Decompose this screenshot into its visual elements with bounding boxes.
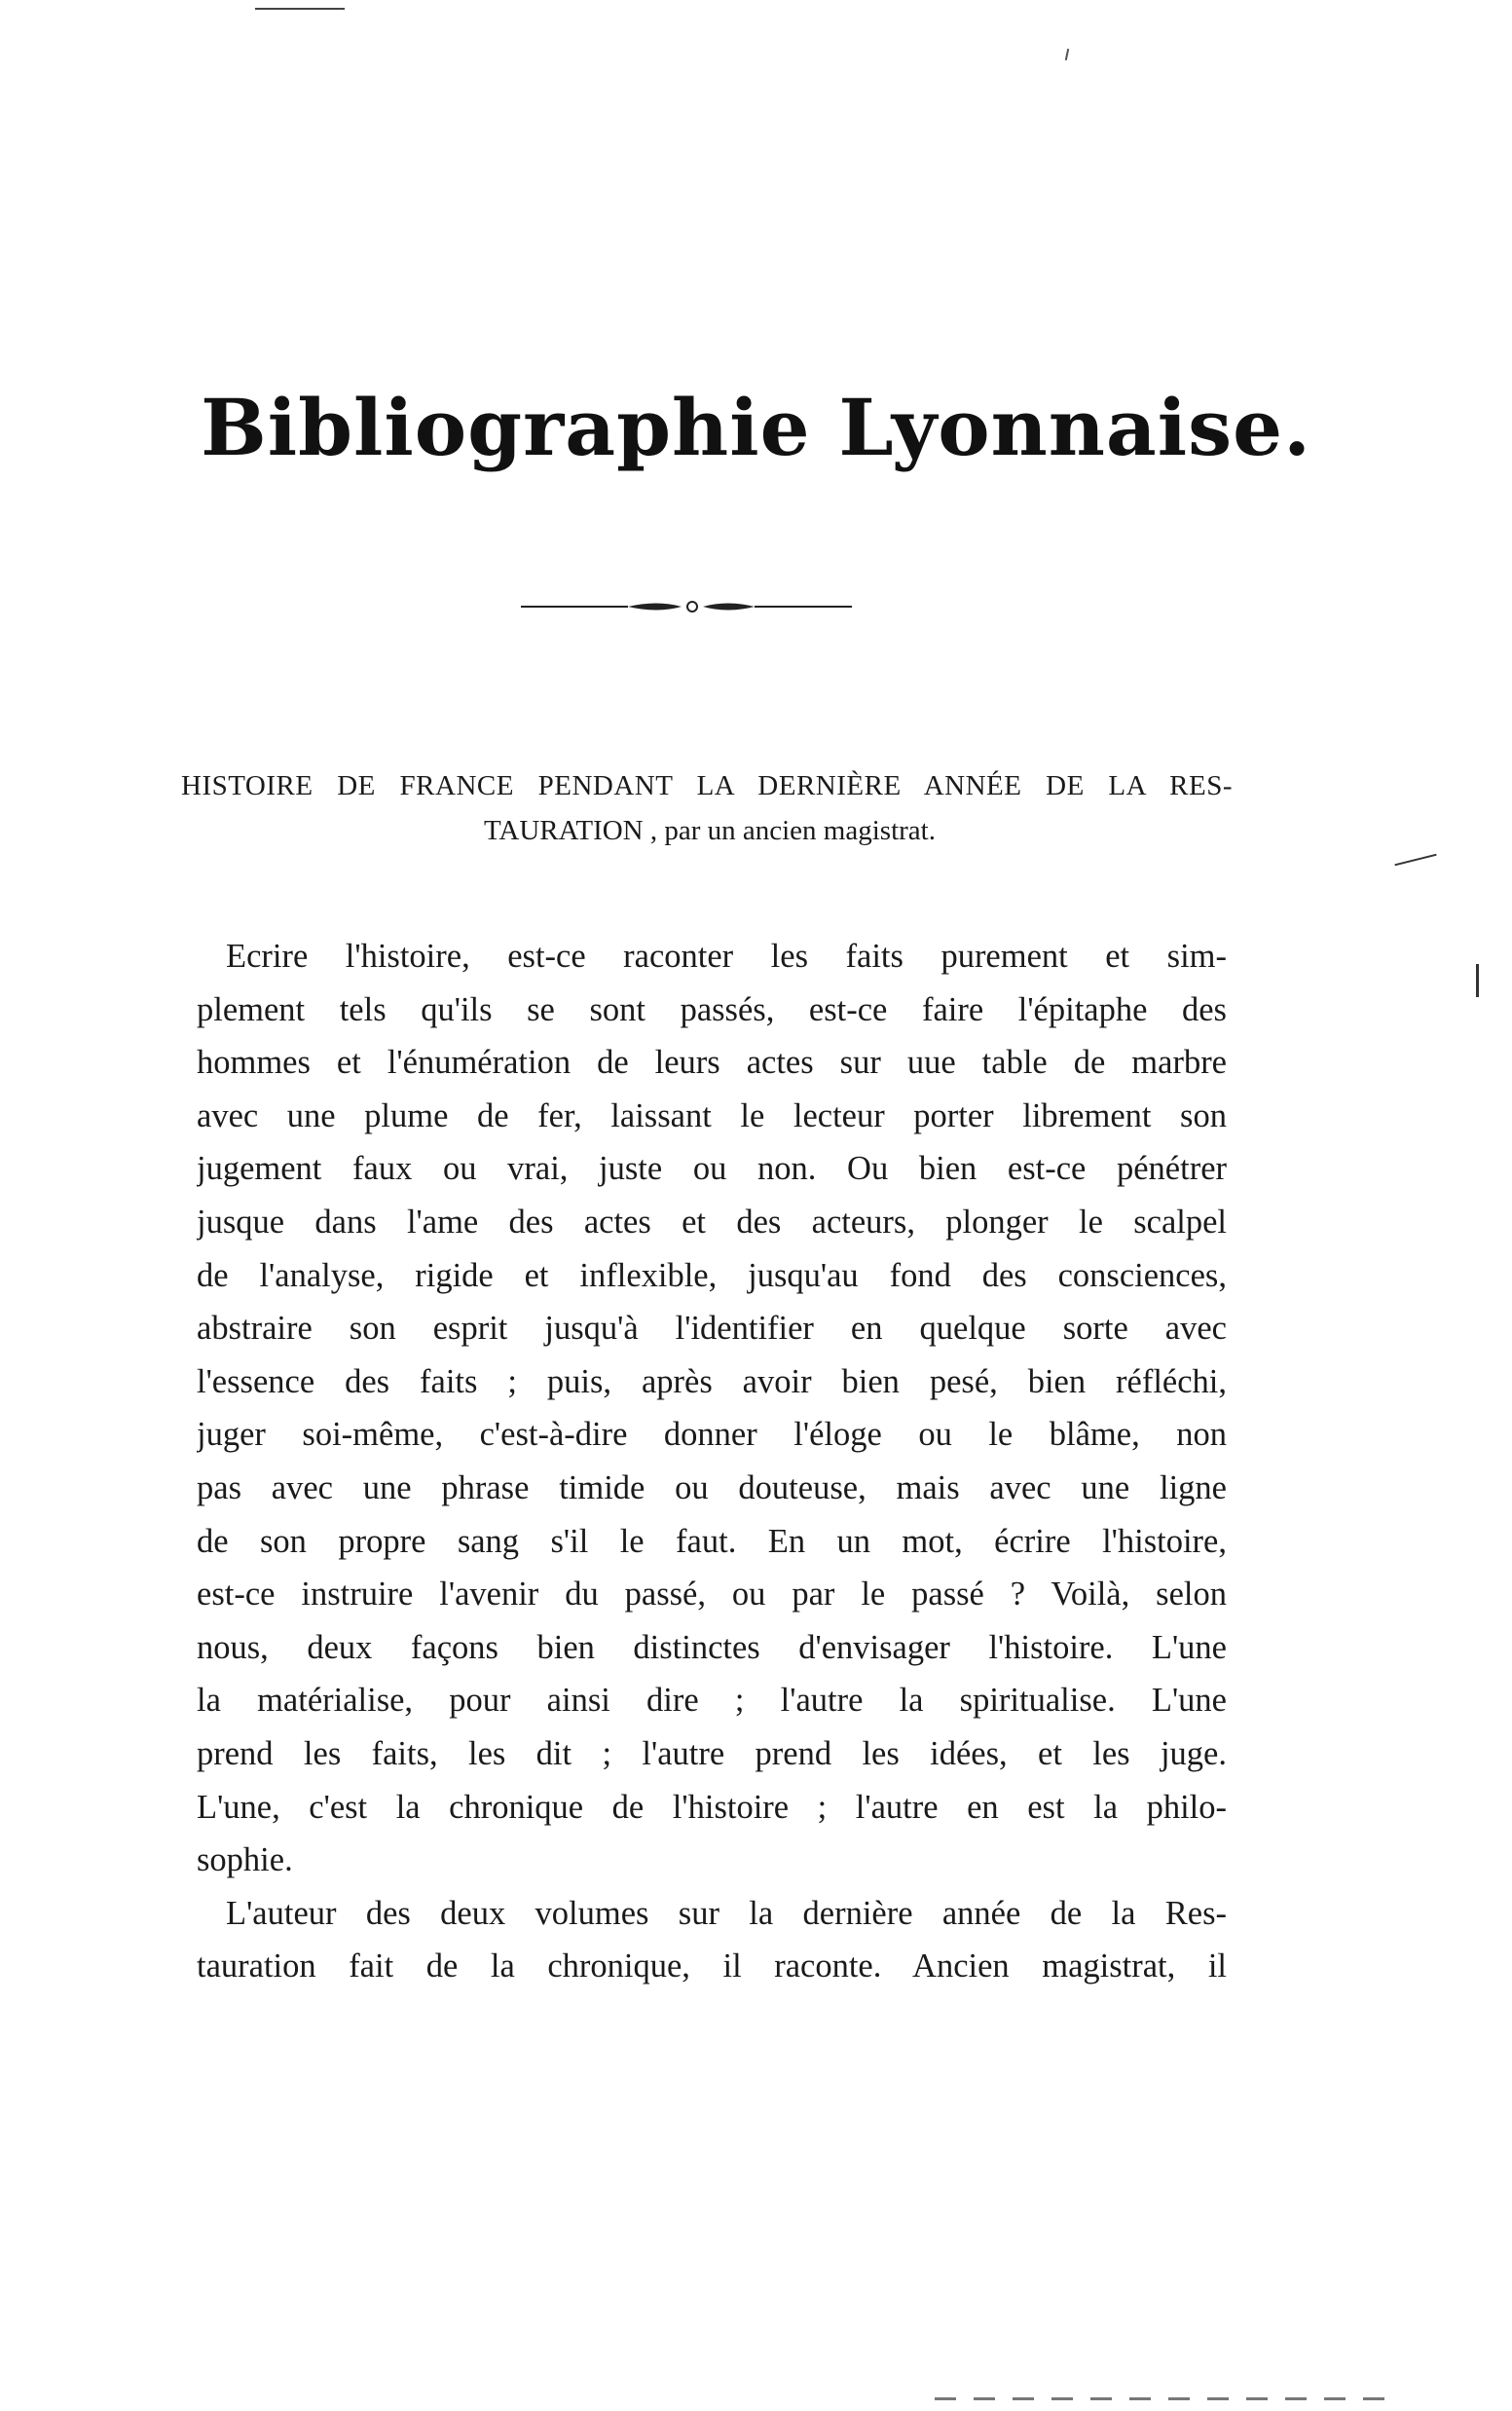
paragraph-2 [197,1887,1227,1993]
text-line: nous, deux façons bien distinctes d'envisager l'histoire. L'une [197,1628,1227,1666]
article-heading [181,763,1233,853]
text-line: tauration fait de la chronique, il raconte. Ancien magistrat, il [197,1947,1227,1985]
text-line: jugement faux ou vrai, juste ou non. Ou bien est-ce pénétrer [197,1150,1227,1188]
paragraph-1 [197,930,1227,1887]
text-line: L'une, c'est la chronique de l'histoire ; l'autre en est la philo- [197,1788,1227,1826]
text-line: Ecrire l'histoire, est-ce raconter les faits purement et sim- [226,938,1227,975]
text-line: jusque dans l'ame des actes et des acteurs, plonger le scalpel [197,1203,1227,1241]
text-line: abstraire son esprit jusqu'à l'identifier en quelque sorte avec [197,1310,1227,1348]
heading-line-2: TAURATION , par un ancien magistrat. [484,815,936,846]
margin-bar [1476,964,1479,997]
text-line: pas avec une phrase timide ou douteuse, mais avec une ligne [197,1468,1227,1506]
text-line: la matérialise, pour ainsi dire ; l'autre la spiritualise. L'une [197,1682,1227,1720]
stray-tick-mark [1065,49,1069,60]
text-line: L'auteur des deux volumes sur la dernière année de la Res- [226,1894,1227,1932]
ornament-divider-icon [521,596,852,617]
text-line: de son propre sang s'il le faut. En un mot, écrire l'histoire, [197,1522,1227,1560]
text-line: l'essence des faits ; puis, après avoir bien pesé, bien réfléchi, [197,1362,1227,1400]
text-line: de l'analyse, rigide et inflexible, jusqu'au fond des consciences, [197,1256,1227,1294]
text-line: hommes et l'énumération de leurs actes sur uue table de marbre [197,1044,1227,1082]
text-line: prend les faits, les dit ; l'autre prend les idées, et les juge. [197,1734,1227,1772]
page-title: Bibliographie Lyonnaise. [201,382,1311,473]
article-body [197,930,1227,1993]
heading-line-1: HISTOIRE DE FRANCE PENDANT LA DERNIÈRE ANNÉE DE LA RES- [181,770,1233,801]
text-line: sophie. [197,1841,293,1879]
margin-pen-stroke [1394,854,1436,867]
bottom-specks [935,2397,1402,2400]
text-line: avec une plume de fer, laissant le lecteur porter librement son [197,1096,1227,1134]
top-rule [255,8,345,10]
text-line: plement tels qu'ils se sont passés, est-ce faire l'épitaphe des [197,990,1227,1028]
text-line: juger soi-même, c'est-à-dire donner l'éloge ou le blâme, non [197,1416,1227,1454]
text-line: est-ce instruire l'avenir du passé, ou par le passé ? Voilà, selon [197,1576,1227,1614]
